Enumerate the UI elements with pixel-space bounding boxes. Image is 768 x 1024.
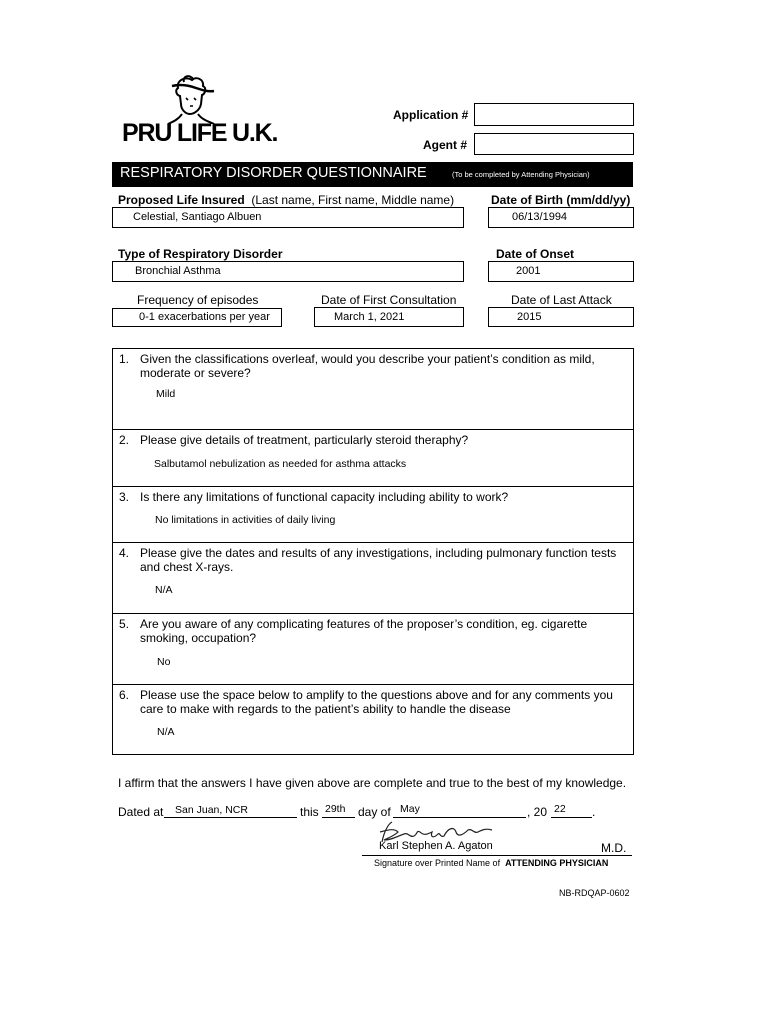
application-number-field[interactable] xyxy=(474,103,634,126)
question-number: 3. xyxy=(119,490,130,504)
question-row xyxy=(113,487,633,543)
agent-number-field[interactable] xyxy=(474,133,634,155)
dated-at-value[interactable]: San Juan, NCR xyxy=(175,804,248,816)
last-attack-label: Date of Last Attack xyxy=(511,293,612,307)
answer-text[interactable]: No limitations in activities of daily living xyxy=(155,514,336,526)
question-row xyxy=(113,430,633,487)
agent-label: Agent # xyxy=(423,138,468,152)
first-consultation-field[interactable]: March 1, 2021 xyxy=(314,307,464,327)
questions-table xyxy=(112,348,634,755)
question-text: Please give details of treatment, particularly steroid theraphy? xyxy=(140,433,469,447)
company-logo-text: PRU LIFE U.K. xyxy=(122,119,278,147)
question-number: 6. xyxy=(119,688,130,702)
pru-logo-icon xyxy=(160,74,222,124)
first-consultation-label: Date of First Consultation xyxy=(321,293,457,307)
question-row xyxy=(113,543,633,614)
question-text: Please use the space below to amplify to the questions above and for any comments you care to make with regards to the patient’s ability to handle the disease xyxy=(140,688,613,716)
year-line xyxy=(551,817,592,818)
frequency-field[interactable]: 0-1 exacerbations per year xyxy=(112,308,282,327)
this-label: this xyxy=(300,805,319,819)
month-value[interactable]: May xyxy=(400,803,420,815)
question-text: Is there any limitations of functional capacity including ability to work? xyxy=(140,490,509,504)
question-row xyxy=(113,685,633,754)
dated-at-label: Dated at xyxy=(118,805,164,819)
question-number: 4. xyxy=(119,546,130,560)
year-period: . xyxy=(592,805,596,819)
answer-text[interactable]: N/A xyxy=(157,726,175,738)
form-title-bar xyxy=(112,162,633,187)
answer-text[interactable]: Salbutamol nebulization as needed for asthma attacks xyxy=(154,458,407,470)
signature-line xyxy=(362,855,632,856)
affirmation-statement: I affirm that the answers I have given above are complete and true to the best of my knowledge. xyxy=(118,776,627,790)
year-prefix: , 20 xyxy=(527,805,548,819)
question-text: Are you aware of any complicating features of the proposer’s condition, eg. cigarette smoking, occupation? xyxy=(140,617,588,645)
answer-text[interactable]: Mild xyxy=(156,388,176,400)
application-label: Application # xyxy=(393,108,469,122)
question-number: 5. xyxy=(119,617,130,631)
signature-caption-text: Signature over Printed Name of xyxy=(374,858,501,868)
insured-label xyxy=(118,193,454,207)
physician-name: Karl Stephen A. Agaton xyxy=(379,840,493,852)
form-code: NB-RDQAP-0602 xyxy=(559,888,630,898)
dated-at-line xyxy=(164,817,297,818)
day-value[interactable]: 29th xyxy=(325,803,346,815)
dob-label: Date of Birth (mm/dd/yy) xyxy=(491,193,631,207)
onset-label: Date of Onset xyxy=(496,247,575,261)
form-subtitle: (To be completed by Attending Physician) xyxy=(452,170,590,179)
question-number: 1. xyxy=(119,352,130,366)
onset-field[interactable]: 2001 xyxy=(488,261,634,282)
year-prefix-text: 20 xyxy=(533,805,548,819)
insured-label-hint: (Last name, First name, Middle name) xyxy=(251,193,455,207)
question-row xyxy=(113,349,633,430)
md-label: M.D. xyxy=(601,841,627,855)
disorder-type-field[interactable]: Bronchial Asthma xyxy=(112,261,464,282)
form-title: RESPIRATORY DISORDER QUESTIONNAIRE xyxy=(120,165,427,181)
answer-text[interactable]: N/A xyxy=(155,584,173,596)
question-number: 2. xyxy=(119,433,130,447)
question-row xyxy=(113,614,633,685)
signature-caption-bold: ATTENDING PHYSICIAN xyxy=(505,858,609,868)
answer-text[interactable]: No xyxy=(157,656,171,668)
insured-label-bold: Proposed Life Insured xyxy=(118,193,245,207)
year-value[interactable]: 22 xyxy=(554,803,566,815)
last-attack-field[interactable]: 2015 xyxy=(488,307,634,327)
frequency-label: Frequency of episodes xyxy=(137,293,259,307)
insured-name-field[interactable]: Celestial, Santiago Albuen xyxy=(112,207,464,228)
dob-field[interactable]: 06/13/1994 xyxy=(488,207,634,228)
question-text: Given the classifications overleaf, would you describe your patient’s condition as mild, moderate or severe? xyxy=(140,352,595,380)
day-of-label: day of xyxy=(358,805,391,819)
signature-caption xyxy=(374,858,608,868)
disorder-type-label: Type of Respiratory Disorder xyxy=(118,247,283,261)
question-text: Please give the dates and results of any investigations, including pulmonary function tests and chest X-rays. xyxy=(140,546,617,574)
day-line xyxy=(322,817,355,818)
